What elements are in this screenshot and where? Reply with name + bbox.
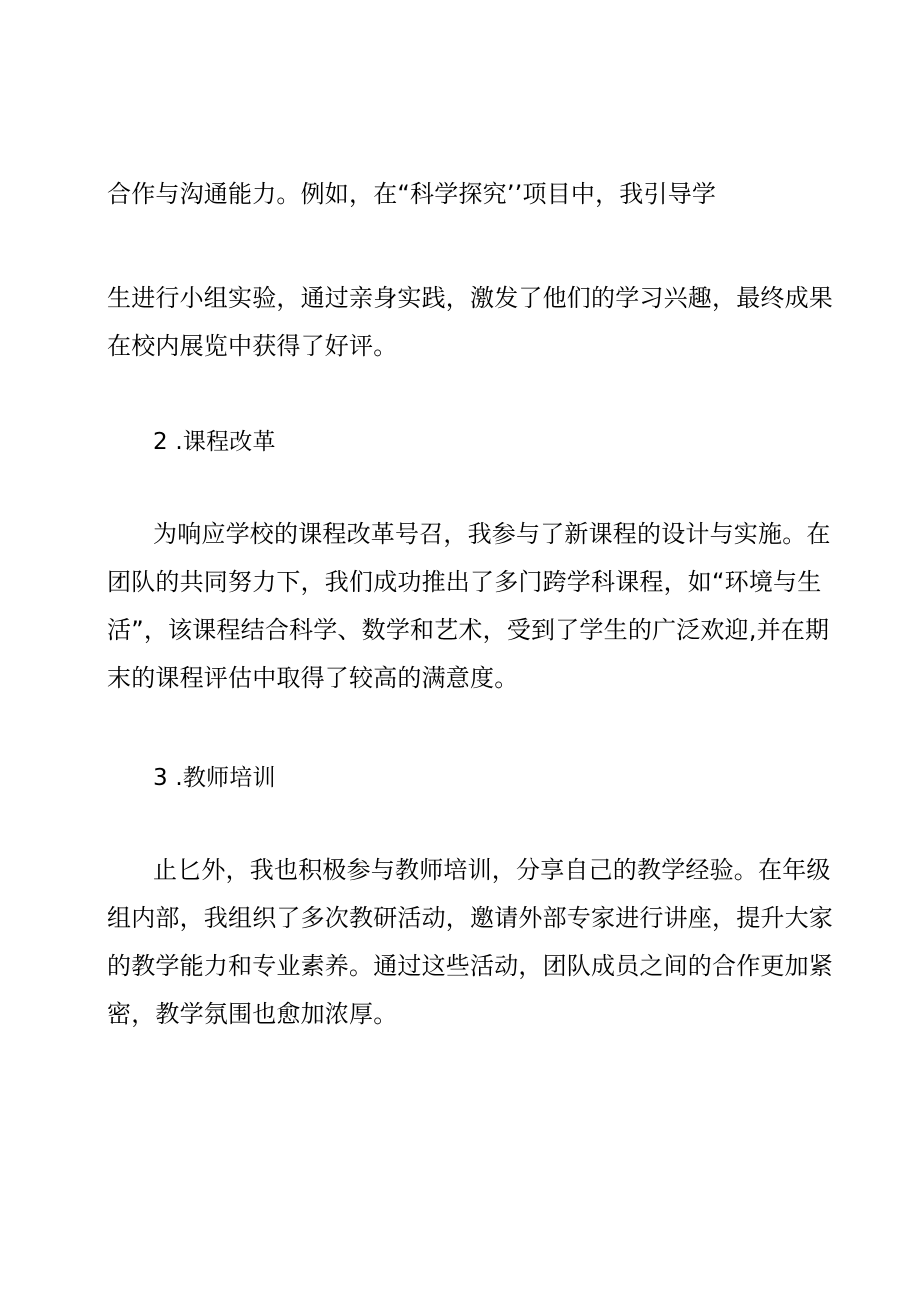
paragraph-line: 为响应学校的课程改革号召，我参与了新课程的设计与实施。在 bbox=[153, 520, 831, 548]
section-heading: 2 .课程改革 bbox=[153, 429, 276, 455]
paragraph-line: 在校内展览中获得了好评。 bbox=[107, 332, 398, 360]
paragraph-line: 的教学能力和专业素养。通过这些活动，团队成员之间的合作更加紧 bbox=[107, 952, 833, 980]
paragraph-line: 止匕外，我也积极参与教师培训，分享自己的教学经验。在年级 bbox=[153, 856, 831, 884]
paragraph-line: 密，教学氛围也愈加浓厚。 bbox=[107, 1000, 398, 1028]
paragraph-line: 活”，该课程结合科学、数学和艺术，受到了学生的广泛欢迎,并在期 bbox=[107, 616, 830, 644]
paragraph-line: 团队的共同努力下，我们成功推出了多门跨学科课程，如“环境与生 bbox=[107, 568, 822, 596]
section-heading: 3 .教师培训 bbox=[153, 765, 276, 791]
paragraph-line: 生进行小组实验，通过亲身实践，激发了他们的学习兴趣，最终成果 bbox=[107, 284, 833, 312]
paragraph-line: 末的课程评估中取得了较高的满意度。 bbox=[107, 664, 519, 692]
paragraph-line: 组内部，我组织了多次教研活动，邀请外部专家进行讲座，提升大家 bbox=[107, 904, 833, 932]
paragraph-line: 合作与沟通能力。例如，在“科学探究’’项目中，我引导学 bbox=[107, 180, 717, 208]
